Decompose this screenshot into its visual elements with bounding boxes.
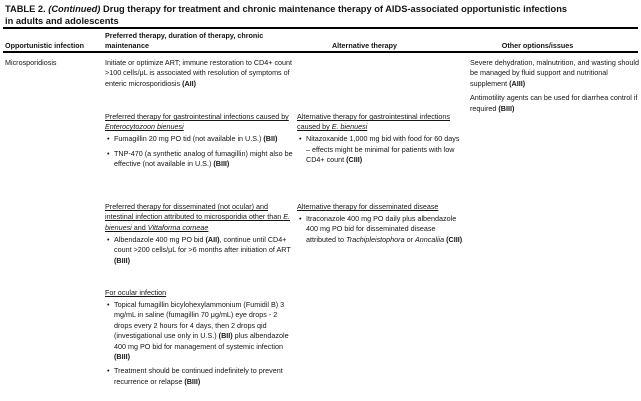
bullet-text: Albendazole 400 mg PO bid (AII), continue until CD4+ count >200 cells/μL for >6 months after initiation of ART (BIII) [114, 234, 291, 265]
column-header-other-options: Other options/issues [501, 41, 574, 50]
title-divider [3, 27, 638, 29]
preferred-therapy-ocular [105, 288, 297, 387]
column-header-opportunistic-infection: Opportunistic infection [5, 41, 85, 50]
paragraph: Antimotility agents can be used for diarrhea control if required (BIII) [470, 93, 638, 113]
section-heading: For ocular infection [105, 288, 167, 297]
column-header-preferred-therapy: Preferred therapy, duration of therapy, chronic maintenance [105, 31, 264, 50]
section-heading: Preferred therapy for disseminated (not ocular) and intestinal infection attributed to microsporidia other than E. bienuesi and Vittaforma corneae [105, 202, 290, 232]
header-divider [3, 51, 638, 53]
bullet-text: Treatment should be continued indefinitely to prevent recurrence or relapse (BIII) [114, 366, 283, 386]
bullet-icon: • [299, 134, 302, 144]
bullet-icon: • [107, 299, 110, 309]
table-title [5, 4, 639, 27]
row-infection-name: Microsporidiosis [5, 58, 57, 67]
continued-label: (Continued) [48, 4, 101, 14]
section-heading: Alternative therapy for gastrointestinal infections caused by E. bienuesi [297, 112, 451, 132]
paragraph: Initiate or optimize ART; immune restoration to CD4+ count >100 cells/μL is associated with resolution of symptoms of enteric microsporidiosis (AII) [105, 58, 293, 88]
bullet-item [105, 300, 297, 362]
bullet-icon: • [299, 213, 302, 223]
bullet-text: Fumagillin 20 mg PO tid (not available in U.S.) (BII) [114, 134, 278, 144]
bullet-item [105, 366, 297, 387]
table-title-line1 [5, 4, 639, 16]
bullet-item [105, 149, 295, 170]
bullet-item [297, 214, 465, 245]
alternative-therapy-disseminated [297, 202, 465, 245]
paragraph: Severe dehydration, malnutrition, and wasting should be managed by fluid support and nutritional supplement (AIII) [470, 58, 640, 88]
table-title-text: Drug therapy for treatment and chronic maintenance therapy of AIDS-associated opportunistic infections [102, 4, 568, 14]
section-heading: Alternative therapy for disseminated disease [297, 202, 439, 211]
other-options-content [470, 58, 640, 114]
bullet-text: TNP-470 (a synthetic analog of fumagillin) might also be effective (not available in U.S.) (BIII) [114, 148, 293, 169]
preferred-therapy-disseminated [105, 202, 295, 266]
bullet-text: Itraconazole 400 mg PO daily plus albendazole 400 mg PO bid for disseminated disease attributed to Trachipleistophora or Anncaliia (CIII) [306, 213, 463, 244]
bullet-item [105, 134, 295, 144]
bullet-icon: • [107, 234, 110, 244]
bullet-icon: • [107, 134, 110, 144]
preferred-therapy-intro [105, 58, 293, 89]
bullet-text: Topical fumagillin bicylohexylammonium (Fumidil B) 3 mg/mL in saline (fumagillin 70 μg/mL) eye drops - 2 drops every 2 hours for 4 days, then 2 drops qid (investigational use only in U.S.) (BII) plus albendazole 400 mg PO bid for management of systemic infection (BIII) [114, 299, 289, 361]
table-title-line2: in adults and adolescents [5, 15, 119, 26]
alternative-therapy-gastrointestinal [297, 112, 462, 166]
bullet-item [105, 235, 295, 266]
table-number: TABLE 2. [5, 4, 46, 14]
section-heading: Preferred therapy for gastrointestinal infections caused by Enterocytozoon bienuesi [105, 112, 289, 132]
bullet-text: Nitazoxanide 1,000 mg bid with food for 60 days – effects might be minimal for patients with low CD4+ count (CIII) [306, 134, 460, 165]
column-header-alternative-therapy: Alternative therapy [331, 41, 398, 50]
bullet-item [297, 134, 462, 165]
preferred-therapy-gastrointestinal [105, 112, 295, 170]
bullet-icon: • [107, 148, 110, 158]
bullet-icon: • [107, 366, 110, 376]
